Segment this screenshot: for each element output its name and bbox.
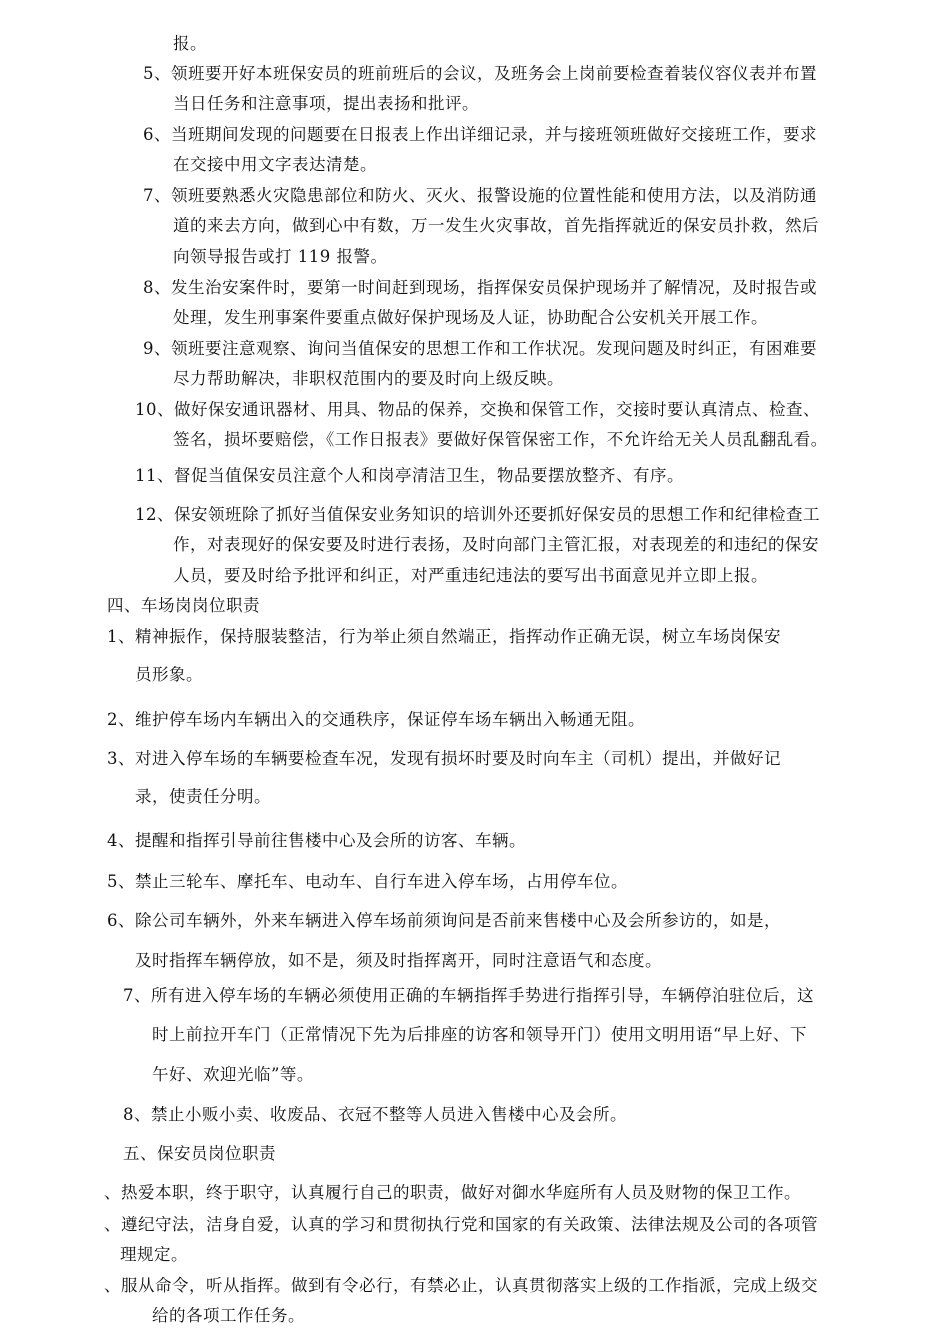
item-line: 6、当班期间发现的问题要在日报表上作出详细记录，并与接班领班做好交接班工作，要求 [143,125,817,144]
item-line: 3、对进入停车场的车辆要检查车况，发现有损坏时要及时向车主（司机）提出，并做好记 [107,749,781,768]
item-line: 1、精神振作，保持服装整洁，行为举止须自然端正，指挥动作正确无误，树立车场岗保安 [107,627,781,646]
item-line: 处理，发生刑事案件要重点做好保护现场及人证，协助配合公安机关开展工作。 [173,308,768,327]
item-line: 11、督促当值保安员注意个人和岗亭清洁卫生，物品要摆放整齐、有序。 [135,466,684,485]
item-line: 及时指挥车辆停放，如不是，须及时指挥离开，同时注意语气和态度。 [135,951,662,970]
item-line: 当日任务和注意事项，提出表扬和批评。 [173,94,479,113]
item-line: 在交接中用文字表达清楚。 [173,155,377,174]
item-line: 5、禁止三轮车、摩托车、电动车、自行车进入停车场，占用停车位。 [107,872,628,891]
section3-tail: 报。 [173,34,207,53]
item-line: 员形象。 [135,665,203,684]
item-line: 7、所有进入停车场的车辆必须使用正确的车辆指挥手势进行指挥引导，车辆停泊驻位后，这 [123,986,814,1005]
item-line: 向领导报告或打 119 报警。 [173,247,388,266]
item-line: 4、提醒和指挥引导前往售楼中心及会所的访客、车辆。 [107,831,526,850]
item-line: 8、发生治安案件时，要第一时间赶到现场，指挥保安员保护现场并了解情况，及时报告或 [143,278,817,297]
item-line: 时上前拉开车门（正常情况下先为后排座的访客和领导开门）使用文明用语“早上好、下 [152,1025,807,1044]
item-line: 签名，损坏要赔偿，《工作日报表》要做好保管保密工作，不允许给无关人员乱翻乱看。 [173,430,828,449]
section4-heading: 四、车场岗岗位职责 [107,596,260,615]
item-line: 尽力帮助解决，非职权范围内的要及时向上级反映。 [173,369,564,388]
item-line: 10、做好保安通讯器材、用具、物品的保养，交换和保管工作，交接时要认真清点、检查、 [135,400,820,419]
item-line: 道的来去方向，做到心中有数，万一发生火灾事故，首先指挥就近的保安员扑救，然后 [173,216,819,235]
item-line: 人员，要及时给予批评和纠正，对严重违纪违法的要写出书面意见并立即上报。 [173,566,768,585]
item-line: 、热爱本职，终于职守，认真履行自己的职责，做好对御水华庭所有人员及财物的保卫工作。 [104,1183,801,1202]
section5-heading: 五、保安员岗位职责 [123,1144,276,1163]
item-line: 、服从命令，听从指挥。做到有令必行，有禁必止，认真贯彻落实上级的工作指派，完成上级交 [104,1276,818,1295]
item-line: 2、维护停车场内车辆出入的交通秩序，保证停车场车辆出入畅通无阻。 [107,710,645,729]
item-line: 6、除公司车辆外，外来车辆进入停车场前须询问是否前来售楼中心及会所参访的，如是， [107,911,781,930]
item-line: 7、领班要熟悉火灾隐患部位和防火、灭火、报警设施的位置性能和使用方法，以及消防通 [143,186,817,205]
item-line: 5、领班要开好本班保安员的班前班后的会议，及班务会上岗前要检查着装仪容仪表并布置 [143,64,817,83]
item-line: 录，使责任分明。 [135,787,271,806]
item-line: 作，对表现好的保安要及时进行表扬，及时向部门主管汇报，对表现差的和违纪的保安 [173,535,819,554]
item-line: 理规定。 [120,1245,188,1264]
item-line: 午好、欢迎光临”等。 [152,1065,314,1084]
item-line: 9、领班要注意观察、询问当值保安的思想工作和工作状况。发现问题及时纠正，有困难要 [143,339,817,358]
item-line: 、遵纪守法，洁身自爱，认真的学习和贯彻执行党和国家的有关政策、法律法规及公司的各项管 [104,1215,818,1234]
item-line: 8、禁止小贩小卖、收废品、衣冠不整等人员进入售楼中心及会所。 [123,1105,627,1124]
item-line: 给的各项工作任务。 [152,1306,305,1325]
item-line: 12、保安领班除了抓好当值保安业务知识的培训外还要抓好保安员的思想工作和纪律检查工 [135,505,820,524]
